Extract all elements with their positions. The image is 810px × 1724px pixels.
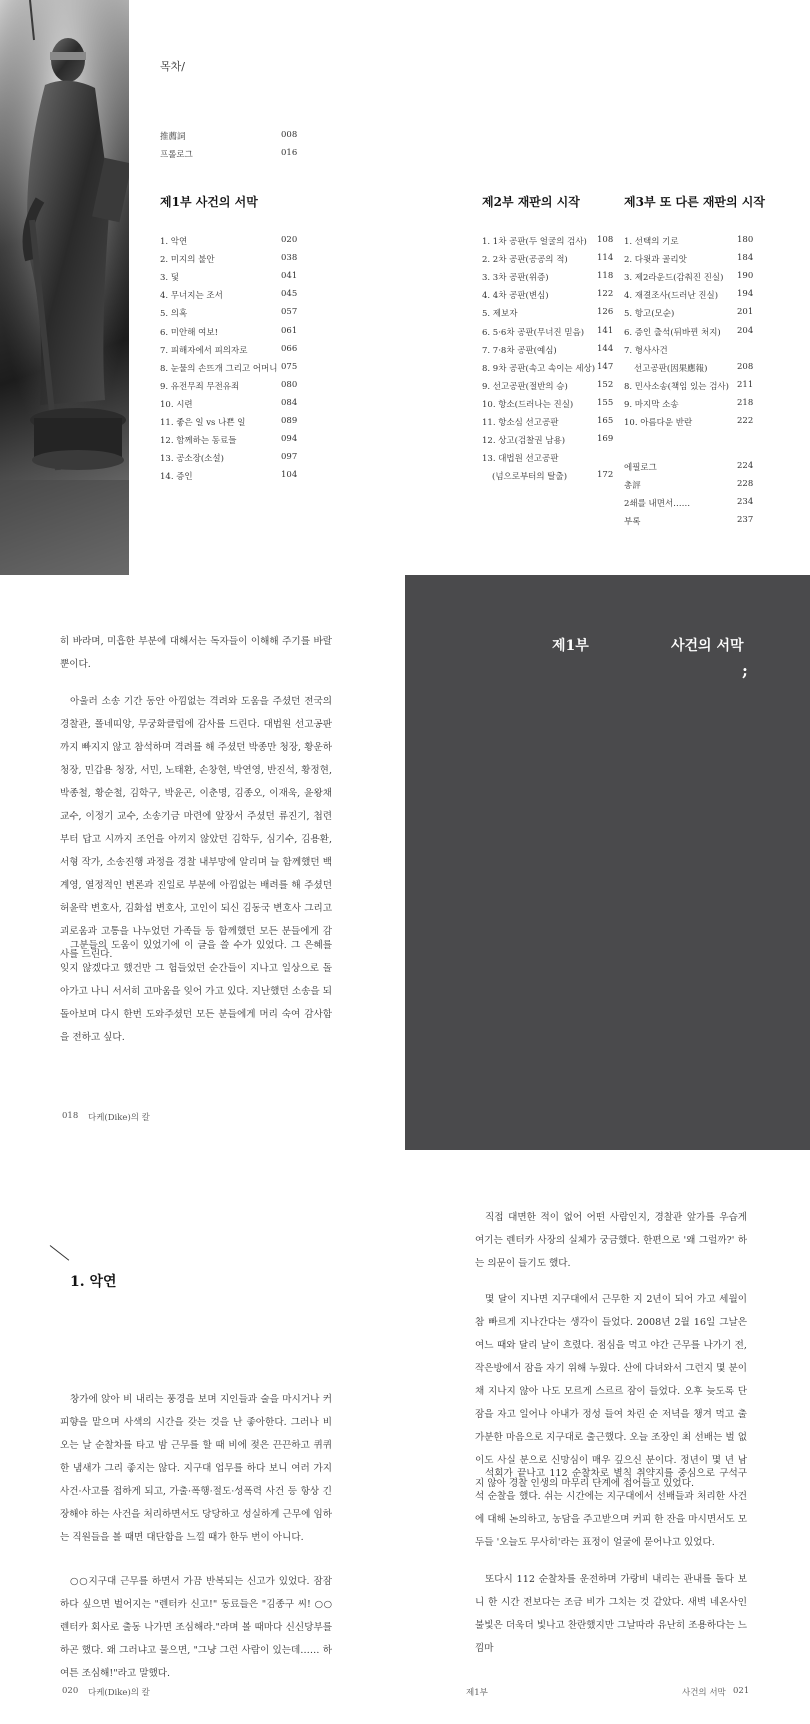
toc-entry-label: 1. 선택의 기로 [624, 237, 679, 247]
chapter-slash-ornament [50, 1245, 70, 1261]
page021-folio-number: 021 [733, 1686, 750, 1696]
toc-front-page: 008 [281, 130, 298, 140]
toc-entry-page: 169 [597, 434, 614, 445]
toc-entry-page: 122 [597, 289, 614, 300]
toc-front-page: 016 [281, 148, 298, 158]
toc-entry-label: 11. 항소심 선고공판 [482, 418, 559, 428]
toc-entry-page: 208 [737, 361, 754, 372]
toc-entry-label: 5. 의혹 [160, 309, 188, 320]
page018-paragraph-1: 히 바라며, 미흡한 부분에 대해서는 독자들이 이해해 주기를 바랄 뿐이다. [60, 636, 332, 670]
toc-entry-label: 9. 유전무죄 무전유죄 [160, 381, 240, 392]
toc-entry-label: 4. 무너지는 조서 [160, 291, 223, 302]
toc-entry-page: 194 [737, 289, 754, 300]
toc-entry-page: 126 [597, 307, 614, 318]
toc-entry-page: 094 [281, 434, 298, 445]
toc-entry-label: 7. 7·8차 공판(예심) [482, 345, 557, 356]
toc-entry-page: 097 [281, 452, 298, 463]
toc-entry-page: 045 [281, 289, 298, 300]
toc-part2-heading: 제2부 재판의 시작 [482, 195, 580, 209]
page020-paragraph-2: ○○지구대 근무를 하면서 가끔 반복되는 신고가 있었다. 잠잠하다 싶으면 벌어지는 "렌터카 신고!" 동료들은 "김종구 씨! ○○렌터카 회사로 출동 나가면 조심해라."라며 볼 때마다 신신당부를 하곤 했다. 왜 그러냐고 물으면, "그냥 그런 사람이 있는데…… 하여튼 조심해!"라고 말했다. [60, 1576, 332, 1679]
toc-entry-page: 041 [281, 271, 298, 282]
part1-divider-mark: ; [742, 661, 748, 680]
part1-divider-panel [405, 575, 810, 1150]
toc-entry-page: 144 [597, 343, 614, 354]
toc-entry-page: 152 [597, 379, 614, 390]
toc-entry-page: 066 [281, 343, 298, 354]
toc-entry-page: 211 [737, 379, 754, 390]
toc-entry-label: 10. 항소(드러나는 진실) [482, 399, 574, 410]
chapter-title: 1. 악연 [70, 1274, 117, 1290]
toc-entry-page: 020 [281, 235, 298, 245]
toc-entry-label: 3. 3차 공판(위증) [482, 273, 549, 284]
toc-entry-label: 1. 1차 공판(두 얼굴의 검사) [482, 237, 587, 247]
toc-entry-label: 8. 9차 공판(속고 속이는 세상) [482, 363, 596, 374]
toc-entry-label: 부록 [624, 517, 641, 528]
toc-entry-page: 165 [597, 416, 614, 426]
toc-entry-label: 4. 4차 공판(변심) [482, 291, 549, 302]
page021-paragraph-1: 직접 대면한 적이 없어 어떤 사람인지, 경찰관 앞가를 우습게 여기는 렌터카 사장의 실체가 궁금했다. 한편으로 '왜 그럴까?' 하는 의문이 들기도 했다. [475, 1212, 747, 1269]
toc-entry-label: 12. 상고(검찰권 남용) [482, 436, 566, 447]
part1-divider-title: 사건의 서막 [671, 638, 744, 654]
toc-entry-label: 7. 피해자에서 피의자로 [160, 345, 248, 356]
toc-entry-label: 5. 제보자 [482, 309, 518, 320]
toc-entry-page: 218 [737, 397, 754, 408]
toc-entry-label: 10. 시련 [160, 399, 193, 410]
toc-entry-page: 061 [281, 325, 298, 336]
toc-entry-label: 6. 증인 출석(뒤바뀐 처지) [624, 327, 721, 338]
toc-entry-label: 9. 선고공판(절반의 승) [482, 381, 568, 392]
page018-paragraph-2: 아울러 소송 기간 동안 아낌없는 격려와 도움을 주셨던 전국의 경찰관, 폴네띠앙, 무궁화클럽에 감사를 드린다. 대법원 선고공판까지 빠지지 않고 참석하며 격려를 해 주셨던 박종만 청장, 황운하 청장, 민갑용 청장, 서민, 노태환, 손창현, 박연영, 반진석, 황정현, 박종철, 황순철, 김학구, 박윤곤, 이춘명, 김종오, 이재욱, 윤왕채 교수, 이정기 교수, 소송기금 마련에 앞장서 주셨던 류진기, 첩련부터 답고 시까지 조언을 아끼지 않았던 김학두, 심기수, 김용환, 서형 작가, 소송진행 과정을 경찰 내부망에 알리며 늘 함께했던 백계영, 열정적인 변론과 진일로 부분에 아낌없는 배려를 해 주셨던 허윤락 변호사, 김화섭 변호사, 고인이 되신 김동국 변호사 그리고 괴로움과 고통을 나누었던 가족들 등 함께했던 모든 분들에게 감사를 드린다. [60, 696, 332, 960]
toc-entry-label: 선고공판(因果應報) [634, 363, 708, 374]
toc-entry-label: 총評 [624, 481, 641, 492]
toc-entry-label: 2. 다윗과 골리앗 [624, 255, 687, 266]
toc-entry-page: 080 [281, 379, 298, 390]
toc-entry-page: 184 [737, 253, 754, 264]
toc-entry-label: 6. 미안해 여보! [160, 327, 218, 338]
toc-entry-label: 6. 5·6차 공판(무너진 믿음) [482, 327, 585, 338]
toc-part1-heading: 제1부 사건의 서막 [160, 195, 258, 209]
page018-folio-number: 018 [62, 1111, 79, 1121]
toc-entry-label: 7. 형사사건 [624, 345, 668, 356]
toc-part3-heading: 제3부 또 다른 재판의 시작 [624, 195, 765, 209]
toc-entry-label: 2쇄를 내면서…… [624, 499, 691, 510]
toc-entry-page: 057 [281, 307, 298, 318]
page021-paragraph-4: 또다시 112 순찰차를 운전하며 가랑비 내리는 관내를 돌다 보니 한 시간 전보다는 조금 비가 그치는 것 같았다. 새벽 네온사인 불빛은 더욱더 빛나고 찬란했지만 그날따라 유난히 조용하다는 느낌마 [475, 1574, 747, 1654]
page021-folio-part: 제1부 [466, 1688, 488, 1698]
toc-entry-page: 224 [737, 461, 754, 471]
toc-front-item: 推薦詞 [160, 132, 186, 142]
part1-divider-label: 제1부 [552, 638, 589, 654]
toc-front-item: 프롤로그 [160, 150, 193, 160]
statue-illustration [0, 0, 129, 575]
toc-entry-label: 2. 2차 공판(공공의 적) [482, 255, 568, 266]
toc-entry-page: 104 [281, 470, 298, 481]
toc-entry-page: 155 [597, 397, 614, 408]
toc-entry-page: 222 [737, 416, 754, 426]
toc-entry-page: 228 [737, 479, 754, 490]
page018-paragraph-3: 그분들의 도움이 있었기에 이 글을 쓸 수가 있었다. 그 은혜를 잊지 않겠다고 했건만 그 험들었던 순간들이 지나고 일상으로 돌아가고 나니 서서히 고마움을 잊어 가고 있다. 지난했던 소송을 되돌아보며 다시 한번 도와주셨던 모든 분들에게 머리 숙여 감사함을 전하고 싶다. [60, 940, 332, 1043]
toc-entry-page: 147 [597, 361, 614, 372]
toc-entry-label: 14. 증인 [160, 472, 193, 483]
toc-entry-page: 180 [737, 235, 754, 245]
page018-folio-title: 다케(Dike)의 칼 [88, 1113, 150, 1123]
toc-entry-page: 038 [281, 253, 298, 264]
toc-entry-page: 237 [737, 515, 754, 526]
toc-entry-page: 114 [597, 253, 614, 264]
toc-entry-label: 11. 좋은 일 vs 나쁜 일 [160, 418, 246, 428]
toc-entry-label: 5. 항고(모순) [624, 309, 675, 320]
toc-entry-page: 108 [597, 235, 614, 245]
toc-entry-label: 에필로그 [624, 463, 657, 473]
toc-entry-label: 12. 함께하는 동료들 [160, 436, 237, 447]
toc-title: 목차/ [160, 60, 185, 73]
toc-entry-label: 2. 미지의 불안 [160, 255, 215, 266]
toc-entry-label: 8. 눈물의 손뜨개 그리고 어머니 [160, 363, 278, 374]
page020-paragraph-1: 창가에 앉아 비 내리는 풍경을 보며 지인들과 술을 마시거나 커피향을 맡으며 사색의 시간을 갖는 것을 난 좋아한다. 그러나 비 오는 날 순찰차를 타고 밤 근무를 할 때 비에 젖은 끈끈하고 퀴퀴한 냄새가 그리 좋지는 않다. 지구대 업무를 하다 보니 여러 가지 사건·사고를 접하게 되고, 가출·폭행·절도·성폭력 사건 등 항상 긴장해야 하는 사건을 처리하면서도 당당하고 성실하게 근무에 임하는 직원들을 볼 때면 대단함을 느낄 때가 한두 번이 아니다. [60, 1394, 332, 1543]
toc-entry-label: 8. 민사소송(책임 있는 검사) [624, 381, 729, 392]
toc-entry-label: 3. 제2라운드(감춰진 진실) [624, 273, 724, 284]
toc-entry-label: 10. 아름다운 반란 [624, 418, 693, 428]
toc-entry-page: 089 [281, 416, 298, 426]
toc-entry-page: 084 [281, 397, 298, 408]
page021-folio-title: 사건의 서막 [682, 1688, 726, 1698]
toc-entry-label: (넘으로부터의 탈출) [492, 472, 568, 483]
page020-folio-title: 다케(Dike)의 칼 [88, 1688, 150, 1698]
toc-entry-label: 3. 덫 [160, 273, 180, 284]
toc-entry-page: 118 [597, 271, 614, 282]
page020-folio-number: 020 [62, 1686, 79, 1696]
toc-entry-label: 4. 재결조사(드러난 진실) [624, 291, 719, 302]
toc-entry-label: 13. 대법원 선고공판 [482, 454, 559, 465]
toc-entry-label: 1. 악연 [160, 237, 188, 247]
page021-paragraph-2: 몇 달이 지나면 지구대에서 근무한 지 2년이 되어 가고 세월이 참 빠르게 지나간다는 생각이 들었다. 2008년 2월 16일 그날은 여느 때와 달리 날이 흐렸다. 점심을 먹고 야간 근무를 나가기 전, 작은방에서 잠을 자기 위해 누웠다. 산에 다녀와서 그런지 몇 분이 채 지나지 않아 나도 모르게 스르르 잠이 들었다. 오후 늦도록 단잠을 자고 일어나 아내가 정성 들여 차린 순 저녁을 챙겨 먹고 출가분한 마음으로 지구대로 출근했다. 오늘 조장인 최 선배는 벌 없이도 사실 분으로 신망심이 매우 깊으신 분이다. 정년이 몇 년 남지 않아 경찰 인생의 마무리 단계에 접어들고 있었다. [475, 1294, 747, 1489]
toc-entry-page: 172 [597, 470, 614, 481]
toc-entry-page: 234 [737, 497, 754, 508]
toc-entry-page: 075 [281, 361, 298, 372]
toc-entry-page: 201 [737, 307, 754, 318]
toc-entry-label: 9. 마지막 소송 [624, 399, 679, 410]
toc-entry-page: 204 [737, 325, 754, 336]
toc-entry-label: 13. 공소장(소설) [160, 454, 224, 465]
page021-paragraph-3: 석회가 끝나고 112 순찰차로 별칙 취약지를 중심으로 구석구석 순찰을 했다. 쉬는 시간에는 지구대에서 선배들과 처리한 사건에 대해 논의하고, 농담을 주고받으며 커피 한 잔을 마시면서도 모두들 '오늘도 무사히'라는 표정이 얼굴에 묻어나고 있었다. [475, 1468, 747, 1548]
lady-justice-statue-image [0, 0, 129, 575]
toc-entry-page: 190 [737, 271, 754, 282]
toc-entry-page: 141 [597, 325, 614, 336]
